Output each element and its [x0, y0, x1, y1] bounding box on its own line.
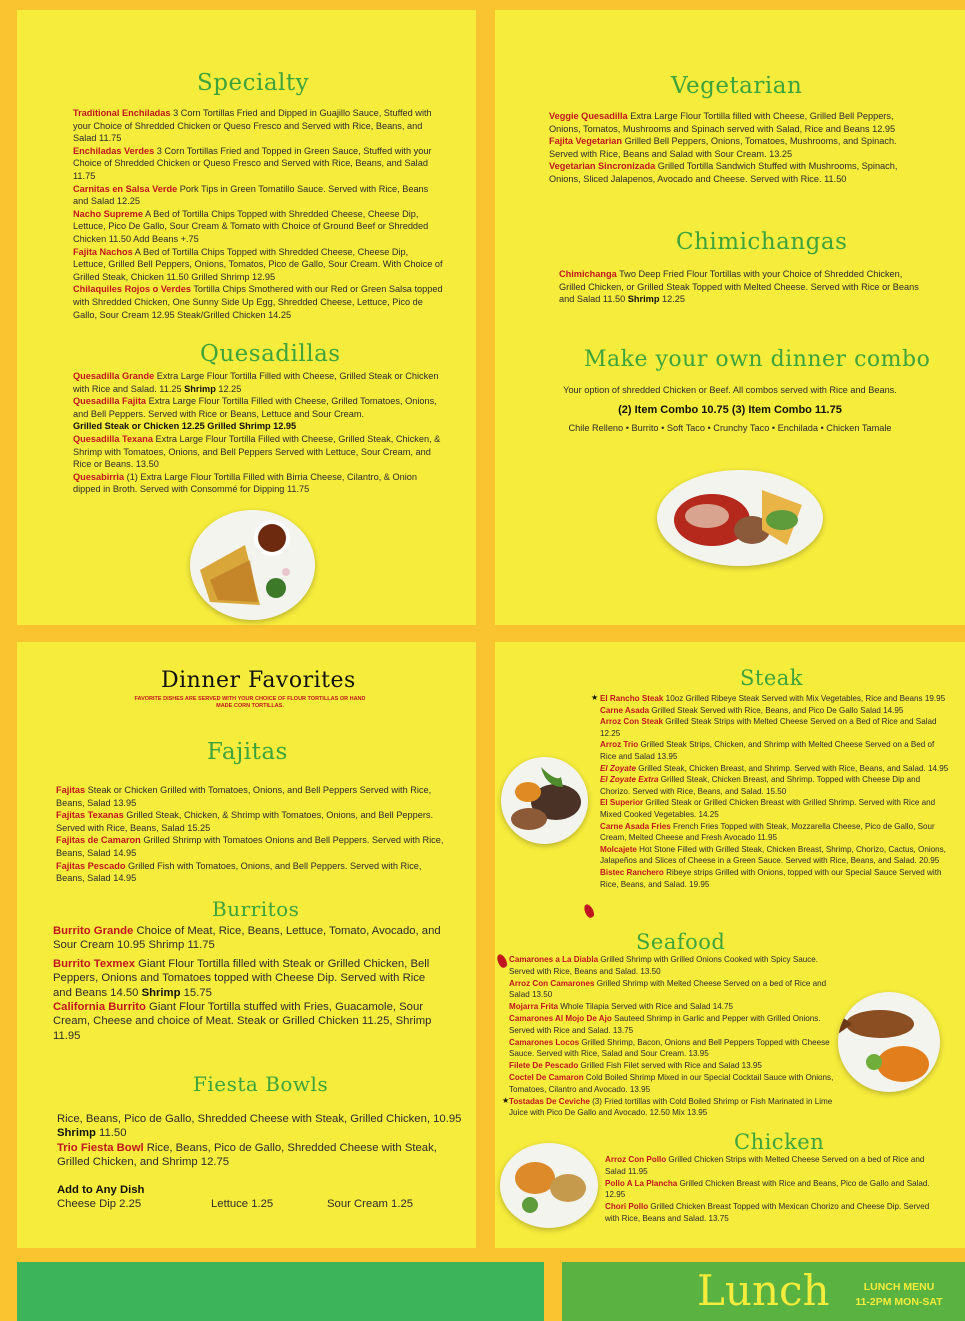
- burritos-heading: Burritos: [212, 897, 300, 921]
- menu-item: Quesabirria (1) Extra Large Flour Tortilla Filled with Birria Cheese, Cilantro, & Onion dipped in Broth. Served with Consommé for Dipping 11.75: [73, 471, 417, 495]
- menu-item: California Burrito Giant Flour Tortilla stuffed with Fries, Guacamole, Sour Cream, Cheese and choice of Meat. Steak or Grilled Chicken 11.25, Shrimp 11.95: [53, 1001, 432, 1042]
- menu-item: El Superior Grilled Steak or Grilled Chicken Breast with Grilled Shrimp. Served with Rice and Mixed Cooked Vegetables. 14.25: [600, 798, 936, 819]
- menu-item: Fajitas Pescado Grilled Fish with Tomatoes, Onions, and Bell Peppers. Served with Rice, Beans, Salad 14.95: [56, 860, 422, 884]
- steak-plate-image: [501, 757, 588, 844]
- star-icon: ★: [591, 693, 599, 702]
- menu-item: Fajitas Texanas Grilled Steak, Chicken, & Shrimp with Tomatoes, Onions, and Bell Peppers. Served with Rice, Beans, Salad 15.25: [56, 810, 434, 833]
- combo-intro: Your option of shredded Chicken or Beef. All combos served with Rice and Beans.: [563, 385, 897, 395]
- addon-lettuce: Lettuce 1.25: [211, 1198, 274, 1210]
- menu-item: Camarones Al Mojo De Ajo Sauteed Shrimp in Garlic and Pepper with Grilled Onions. Served with Rice and Salad. 13.75: [509, 1013, 821, 1035]
- menu-item: Fajitas Steak or Chicken Grilled with Tomatoes, Onions, and Bell Peppers Served with Rice, Beans, Salad 13.95: [56, 785, 432, 808]
- menu-item: Arroz Trio Grilled Steak Strips, Chicken, and Shrimp with Melted Cheese Served on a Bed of Rice and Salad 13.95: [600, 740, 935, 761]
- menu-item: Carne Asada Grilled Steak Served with Rice, Beans, and Pico De Gallo Salad 14.95: [600, 705, 904, 715]
- chicken-plate-image: [500, 1143, 598, 1228]
- menu-item: Fajita Vegetarian Grilled Bell Peppers, Onions, Tomatoes, Mushrooms, and Spinach. Served with Rice, Beans and Salad with Sour Cream. 13.25: [549, 136, 897, 159]
- menu-item: Grilled Steak or Chicken 12.25 Grilled Shrimp 12.95: [73, 421, 297, 432]
- steak-drawing: [501, 757, 588, 844]
- menu-item: Enchiladas Verdes 3 Corn Tortillas Fried and Topped in Green Sauce, Stuffed with your Choice of Shredded Chicken or Queso Fresco and Served with Rice, Beans, and Salad 11.75: [73, 145, 432, 181]
- menu-item: Quesadilla Texana Extra Large Flour Tortilla Filled with Cheese, Grilled Steak, Chicken, & Shrimp with Tomatoes, Onions, and Bell Peppers Served with Lettuce, Sour Cream, and Rice or Beans. 13.50: [73, 433, 441, 470]
- seafood-list: [509, 954, 835, 1119]
- combo-info: [520, 384, 940, 435]
- menu-item: Vegetarian Sincronizada Grilled Tortilla Sandwich Stuffed with Mushrooms, Spinach, Onions, Sliced Jalapenos, Avocado and Cheese. Served with Rice. 11.50: [549, 161, 898, 184]
- menu-item: Veggie Quesadilla Extra Large Flour Tortilla filled with Cheese, Grilled Bell Peppers, Onions, Tomatos, Mushrooms and Spinach served with Salad, Rice and Beans 12.95: [549, 111, 896, 134]
- steak-heading: Steak: [740, 666, 803, 690]
- menu-item: Fajita Nachos A Bed of Tortilla Chips Topped with Shredded Cheese, Cheese Dip, Lettuce, Grilled Bell Peppers, Onions, Tomatos, Pico de Gallo, Sour Cream. With Choice of Grilled Steak, Chicken 11.50 Grilled Shrimp 12.95: [73, 246, 443, 282]
- menu-item: Arroz Con Pollo Grilled Chicken Strips with Melted Cheese Served on a bed of Rice and Salad 11.95: [605, 1155, 925, 1176]
- lunch-menu-label: LUNCH MENU: [863, 1281, 935, 1293]
- menu-item: Burrito Grande Choice of Meat, Rice, Beans, Lettuce, Tomato, Avocado, and Sour Cream 10.95 Shrimp 11.75: [53, 925, 441, 952]
- menu-item: Camarones a La Diabla Grilled Shrimp with Grilled Onions Cooked with Spicy Sauce. Served with Rice, Beans and Salad. 13.50: [509, 955, 819, 976]
- menu-item: Burrito Texmex Giant Flour Tortilla filled with Steak or Grilled Chicken, Bell Peppers, Onions and Tomatoes topped with Cheese Dip. Served with Rice and Beans 14.50 Shrimp 15.75: [53, 957, 430, 999]
- quesadillas-heading: Quesadillas: [200, 341, 341, 367]
- addon-cheese-dip: Cheese Dip 2.25: [57, 1198, 142, 1210]
- chicken-list: [605, 1154, 940, 1225]
- menu-item: Molcajete Hot Stone Filled with Grilled Steak, Chicken Breast, Shrimp, Chorizo, Cactus, Onions, Jalapeños and Slices of Cheese in a Green Sauce. Served with Rice, Beans, and Salad. 20.95: [600, 844, 946, 866]
- menu-item: Chori Pollo Grilled Chicken Breast Topped with Mexican Chorizo and Cheese Dip. Served with Rice, Beans and Salad. 13.75: [605, 1202, 930, 1223]
- menu-item: Quesadilla Fajita Extra Large Flour Tortilla Filled with Cheese, Grilled Tomatoes, Onions, and Bell Peppers. Served with Rice or Beans, Lettuce and Sour Cream.: [73, 396, 437, 419]
- menu-item: Fajitas de Camaron Grilled Shrimp with Tomatoes Onions and Bell Peppers. Served with Rice, Beans, Salad 14.95: [56, 835, 444, 858]
- menu-item: Traditional Enchiladas 3 Corn Tortillas Fried and Dipped in Guajillo Sauce, Stuffed with your Choice of Shredded Chicken or Queso Fresco and Served with Rice, Beans, and Salad 11.75: [73, 108, 432, 144]
- add-to-any-dish: [57, 1183, 457, 1197]
- menu-item: Quesadilla Grande Extra Large Flour Tortilla Filled with Cheese, Grilled Steak or Chicken with Rice and Salad. 11.25 Shrimp 12.25: [73, 371, 439, 394]
- chicken-drawing: [500, 1143, 598, 1228]
- fiesta-bowls-heading: Fiesta Bowls: [193, 1072, 329, 1096]
- combo-drawing: [657, 470, 823, 566]
- menu-item: Carne Asada Fries French Fries Topped with Steak, Mozzarella Cheese, Pico de Gallo, Sour Cream, Melted Cheese and Fresh Avocado 11.95: [600, 821, 935, 843]
- menu-item: Chimichanga Two Deep Fried Flour Tortillas with your Choice of Shredded Chicken, Grilled Chicken, or Grilled Steak Topped with Melted Cheese. Served with Rice or Beans and Salad 11.50 Shrimp 12.25: [559, 269, 919, 305]
- menu-item: El Zoyate Grilled Steak, Chicken Breast, and Shrimp. Served with Rice, Beans, and Salad. 14.95: [600, 763, 949, 773]
- menu-item: Trio Fiesta Bowl Rice, Beans, Pico de Gallo, Shredded Cheese with Steak, Grilled Chicken, and Shrimp 12.75: [57, 1141, 437, 1169]
- chicken-heading: Chicken: [734, 1130, 825, 1154]
- fajitas-list: [56, 784, 448, 885]
- menu-item: Camarones Locos Grilled Shrimp, Bacon, Onions and Bell Peppers Topped with Cheese Sauce. Served with Rice, Salad and Sour Cream. 13.95: [509, 1037, 830, 1059]
- chimichangas-heading: Chimichangas: [676, 229, 848, 255]
- menu-item: Mojarra Frita Whole Tilapia Served with Rice and Salad 14.75: [509, 1002, 734, 1012]
- fajitas-heading: Fajitas: [207, 739, 288, 765]
- combo-plate-image: [657, 470, 823, 566]
- combo-prices: (2) Item Combo 10.75 (3) Item Combo 11.75: [618, 403, 842, 416]
- specialty-list: [73, 107, 443, 321]
- menu-item: Tostadas De Ceviche (3) Fried tortillas with Cold Boiled Shrimp or Fish Marinated in Lime Juice with Pico De Gallo and Avocado. 12.50 Mix 13.95: [509, 1096, 833, 1118]
- lunch-title: Lunch: [697, 1266, 830, 1315]
- quesabirria-drawing: [190, 510, 315, 620]
- fiesta-bowls-list: [57, 1112, 462, 1170]
- star-icon: ★: [502, 1096, 510, 1105]
- menu-item: Arroz Con Steak Grilled Steak Strips with Melted Cheese Served on a Bed of Rice and Salad 12.25: [600, 717, 937, 738]
- specialty-heading: Specialty: [197, 70, 310, 96]
- menu-item: Pollo A La Plancha Grilled Chicken Breast with Rice and Beans, Pico de Gallo and Salad. 12.95: [605, 1178, 930, 1200]
- add-to-any-dish-title: Add to Any Dish: [57, 1184, 145, 1196]
- menu-item: Carnitas en Salsa Verde Pork Tips in Green Tomatillo Sauce. Served with Rice, Beans and Salad 12.25: [73, 183, 429, 207]
- lunch-hours: [847, 1280, 951, 1310]
- quesabirria-plate-image: [190, 510, 315, 620]
- addon-sour-cream: Sour Cream 1.25: [327, 1198, 414, 1210]
- menu-item: Arroz Con Camarones Grilled Shrimp with Melted Cheese Served on a bed of Rice and Salad 13.50: [509, 978, 827, 1000]
- menu-item: Filete De Pescado Grilled Fish Filet served with Rice and Salad 13.95: [509, 1061, 762, 1071]
- menu-item: Coctel De Camaron Cold Boiled Shrimp Mixed in our Special Cocktail Sauce with Onions, Tomatoes, Cilantro and Avocado. 13.95: [509, 1072, 834, 1094]
- steak-list: [600, 693, 950, 890]
- vegetarian-heading: Vegetarian: [671, 73, 803, 99]
- seafood-plate-image: [838, 992, 940, 1092]
- vegetarian-list: [549, 110, 919, 186]
- combo-heading: Make your own dinner combo: [584, 347, 931, 372]
- burritos-list: [53, 924, 447, 1043]
- quesadillas-list: [73, 370, 443, 496]
- menu-item: El Rancho Steak 10oz Grilled Ribeye Steak Served with Mix Vegetables, Rice and Beans 19.95: [600, 694, 946, 703]
- menu-item: Bistec Ranchero Ribeye strips Grilled with Onions, topped with our Special Sauce Served with Rice, Beans, and Salad. 19.95: [600, 867, 942, 889]
- combo-options: Chile Relleno • Burrito • Soft Taco • Crunchy Taco • Enchilada • Chicken Tamale: [568, 423, 892, 434]
- menu-item: Chilaquiles Rojos o Verdes Tortilla Chips Smothered with our Red or Green Salsa topped with Shredded Chicken, One Sunny Side Up Egg, Shredded Cheese, Lettuce, Pico de Gallo, Sour Cream 12.95 Steak/Grilled Chicken 14.25: [73, 284, 443, 320]
- menu-item: El Zoyate Extra Grilled Steak, Chicken Breast, and Shrimp. Topped with Cheese Dip and Chorizo. Served with Rice, Beans, and Salad. 15.50: [600, 775, 921, 796]
- chimichangas-list: [559, 268, 931, 306]
- menu-item: Nacho Supreme A Bed of Tortilla Chips Topped with Shredded Cheese, Cheese Dip, Lettuce, Pico De Gallo, Sour Cream & Tomato with Choice of Ground Beef or Shredded Chicken 11.50 Add Beans +.75: [73, 208, 429, 244]
- seafood-heading: Seafood: [636, 930, 726, 954]
- menu-item: Rice, Beans, Pico de Gallo, Shredded Cheese with Steak, Grilled Chicken, 10.95 Shrimp 11.50: [57, 1113, 462, 1140]
- fried-fish-drawing: [838, 992, 940, 1092]
- lunch-hours-label: 11-2PM MON-SAT: [855, 1296, 943, 1308]
- dinner-favorites-heading: Dinner Favorites: [161, 668, 356, 693]
- footer-left-band: [17, 1262, 544, 1321]
- dinner-favorites-note: FAVORITE DISHES ARE SERVED WITH YOUR CHOICE OF FLOUR TORTILLAS OR HAND MADE CORN TORTILLAS.: [134, 696, 366, 709]
